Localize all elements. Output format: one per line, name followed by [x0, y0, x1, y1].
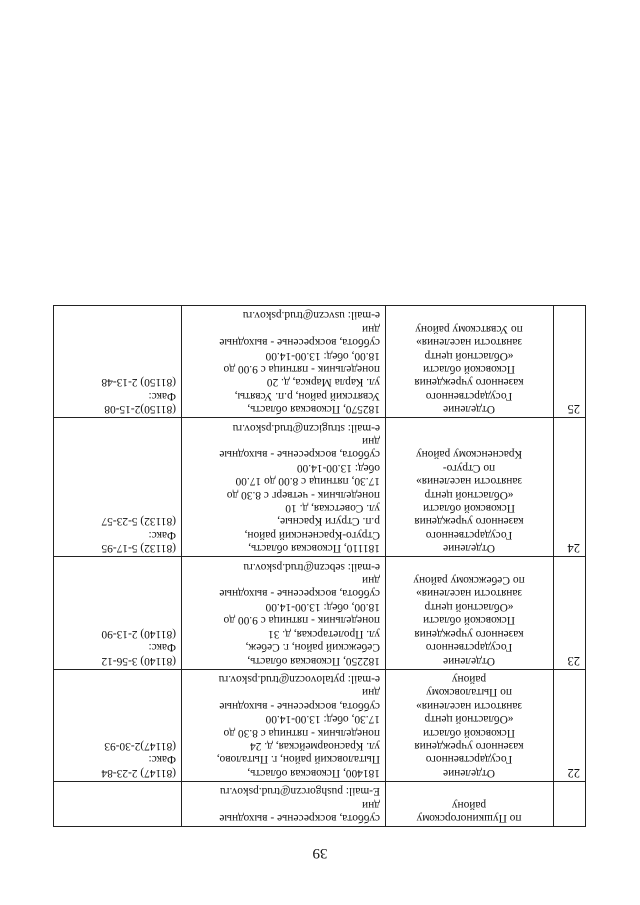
row-number: 24 [554, 418, 586, 557]
office-name-line: Псковской области [423, 614, 515, 627]
address-line: дни [362, 435, 380, 448]
address-line: суббота, воскресенье - выходные [219, 812, 380, 824]
address-cell [182, 557, 386, 669]
address-line: 18.00, обед: 13.00-14.00 [265, 600, 380, 613]
address-line: 181400, Псковская область, [247, 766, 380, 779]
office-name-line: району [451, 672, 487, 685]
office-name-line: казенного учреждения [414, 515, 524, 528]
office-name-cell [386, 557, 554, 669]
office-name-line: Псковской области [423, 726, 515, 739]
address-line: дни [362, 798, 380, 811]
fax-label: Факс: [148, 389, 176, 402]
office-name-line: Отделение [443, 766, 495, 779]
fax-label: Факс: [148, 641, 176, 654]
address-line: Усвятский район, р.п. Усвяты, [234, 389, 380, 402]
phone-number: (81150)2-15-08 [104, 403, 176, 416]
address-line: понедельник - пятница с 9.00 до [223, 614, 380, 627]
address-line: Себежский район, г. Себеж, [245, 641, 380, 654]
phone-cell [54, 781, 182, 826]
office-name-line: занятости населения» [416, 475, 522, 488]
email-address: e-mail: pytalovoczn@trud.pskov.ru [218, 672, 380, 685]
fax-label: Факс: [148, 528, 176, 541]
phone-cell [54, 305, 182, 417]
address-line: суббота, воскресенье - выходные [219, 448, 380, 461]
office-name-cell [386, 418, 554, 557]
address-line: дни [362, 574, 380, 587]
address-line: понедельник - пятница с 8.30 до [223, 726, 380, 739]
fax-label: Факс: [148, 753, 176, 766]
address-line: дни [362, 686, 380, 699]
address-cell [182, 669, 386, 781]
office-row [54, 418, 586, 557]
fax-number: (81147)2-30-93 [104, 739, 176, 752]
office-name-line: Красненскому району [415, 448, 523, 461]
office-name-line: по Пушкиногорскому [416, 812, 522, 824]
office-name-line: казенного учреждения [414, 376, 524, 389]
email-address: e-mail: usvczn@trud.pskov.ru [242, 309, 380, 322]
email-address: E-mail: pushgorczn@trud.pskov.ru [219, 785, 380, 798]
address-line: понедельник - пятница с 9.00 до [223, 363, 380, 375]
address-line: суббота, воскресенье - выходные [219, 699, 380, 712]
address-line: Пыталовский район, г. Пыталово, [216, 753, 380, 766]
address-line: суббота, воскресенье - выходные [219, 587, 380, 600]
office-name-line: занятости населения» [416, 336, 522, 349]
office-name-line: казенного учреждения [414, 627, 524, 640]
address-line: ул. Карла Маркса, д. 20 [266, 376, 380, 389]
address-cell [182, 418, 386, 557]
page-number: 39 [312, 845, 328, 861]
fax-number: (81150) 2-13-48 [101, 376, 176, 389]
row-number-cell [554, 781, 586, 826]
office-row [54, 669, 586, 781]
address-line: дни [362, 322, 380, 335]
office-name-line: Государственного [425, 389, 513, 402]
address-line: ул. Красноармейская, д. 24 [250, 739, 380, 752]
offices-table [53, 305, 586, 827]
row-number: 23 [554, 557, 586, 669]
address-line: 17.30, пятница с 8.00 до 17.00 [235, 475, 380, 488]
continuation-row [54, 781, 586, 826]
office-name-line: Псковской области [423, 363, 515, 375]
office-name-line: занятости населения» [416, 699, 522, 712]
office-name-line: «Областной центр [424, 488, 514, 501]
address-line: 181110, Псковская область, [248, 542, 380, 555]
address-line: р.п. Струги Красные, [277, 515, 380, 528]
address-line: 182570, Псковская область, [247, 403, 380, 416]
office-name-line: «Областной центр [424, 349, 514, 362]
office-name-cell [386, 669, 554, 781]
phone-cell [54, 669, 182, 781]
address-line: 18.00, обед: 13.00-14.00 [265, 349, 380, 362]
office-name-line: Государственного [425, 641, 513, 654]
address-line: 182250, Псковская область, [247, 654, 380, 667]
office-row [54, 305, 586, 417]
office-name-line: по Себежскому району [413, 574, 525, 587]
office-name-line: «Областной центр [424, 600, 514, 613]
email-address: e-mail: sebczn@trud.pskov.ru [243, 560, 380, 573]
address-line: понедельник - четверг с 8.30 до [226, 488, 380, 501]
fax-number: (81132) 5-23-57 [101, 515, 176, 528]
office-name-line: казенного учреждения [414, 739, 524, 752]
office-name-line: занятости населения» [416, 587, 522, 600]
office-name-line: Псковской области [423, 502, 515, 515]
address-line: 17.30, обед: 13.00-14.00 [265, 713, 380, 726]
row-number: 22 [554, 669, 586, 781]
phone-cell [54, 557, 182, 669]
office-name-line: «Областной центр [424, 713, 514, 726]
office-name-line: по Пыталовскому [426, 686, 512, 699]
office-name-line: Отделение [443, 542, 495, 555]
office-name-cell [386, 305, 554, 417]
email-address: e-mail: strugiczn@trud.pskov.ru [232, 421, 380, 434]
office-name-line: Государственного [425, 528, 513, 541]
row-number: 25 [554, 305, 586, 417]
office-name-line: Отделение [443, 403, 495, 416]
office-row [54, 557, 586, 669]
phone-number: (81147) 2-23-84 [101, 766, 176, 779]
address-line: суббота, воскресенье - выходные [219, 336, 380, 349]
office-name-line: по Усвятскому району [415, 322, 523, 335]
address-cell [182, 781, 386, 826]
phone-number: (81132) 5-17-95 [101, 542, 176, 555]
phone-number: (81140) 3-56-12 [101, 654, 176, 667]
address-cell [182, 305, 386, 417]
address-line: ул. Советская, д. 10 [285, 502, 380, 515]
address-line: Струго-Красненский район, [244, 528, 380, 541]
phone-cell [54, 418, 182, 557]
office-name-line: Отделение [443, 654, 495, 667]
address-line: обед: 13.00-14.00 [296, 461, 380, 474]
office-name-cell [386, 781, 554, 826]
office-name-line: району [451, 798, 487, 811]
office-name-line: Государственного [425, 753, 513, 766]
address-line: ул. Пролетарская, д. 31 [268, 627, 380, 640]
office-name-line: по Струго- [442, 461, 496, 474]
fax-number: (81140) 2-13-90 [101, 627, 176, 640]
